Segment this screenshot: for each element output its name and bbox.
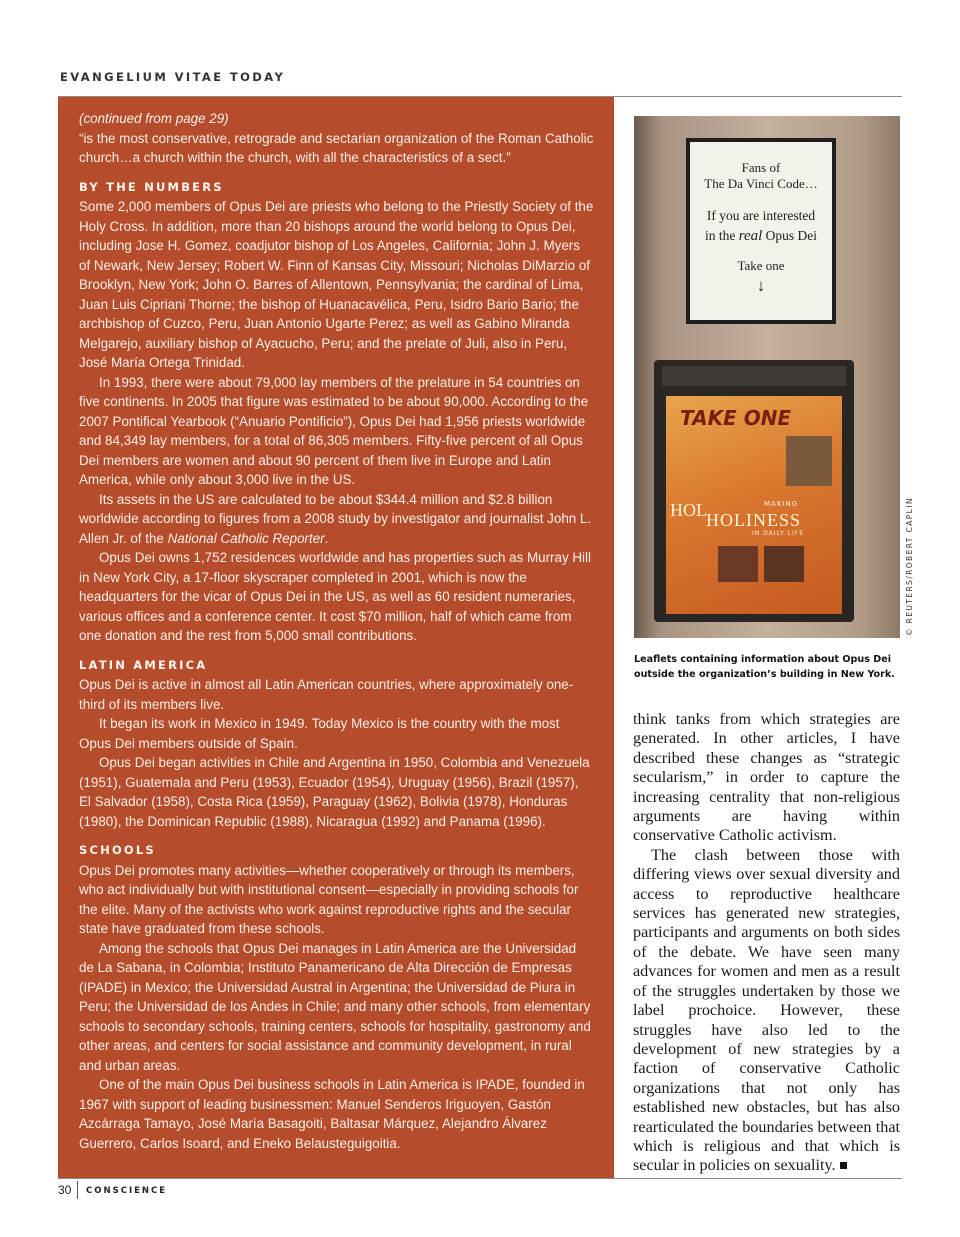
publication-title: National Catholic Reporter (167, 530, 325, 546)
photo-sign (686, 138, 836, 324)
leaflet-photo (764, 546, 804, 582)
sign-text: If you are interested (706, 208, 816, 223)
sidebar-paragraph: Opus Dei is active in almost all Latin American countries, where approximately one-third of its members live. (79, 677, 574, 712)
photo-leaflet-box (634, 116, 900, 638)
leaflet-photo (718, 546, 758, 582)
body-text: The clash between those with differing views over sexual diversity and access to reproductive healthcare services has generated new strategies, participants and arguments on both sides of the debate. We have seen many advances for women and men as a result of the struggles undertaken by those we label prochoice. However, these struggles have also led to the development of new strategies by a faction of conservative Catholic organizations that not only has established new obstacles, but has also rearticulated the boundaries between that which is religious and that which is secular in policies on sexuality. (633, 845, 900, 1175)
sidebar-quote: “is the most conservative, retrograde and sectarian organization of the Roman Catholic church…a church within the church, with all the characteristics of a sect.” (79, 130, 594, 165)
leaflet-take-one: TAKE ONE (680, 406, 792, 430)
leaflet-making: MAKING (764, 500, 799, 508)
sidebar-paragraph: Opus Dei owns 1,752 residences worldwide and has properties such as Murray Hill in New York City, a 17-floor skyscraper completed in 2001, which is now the headquarters for the vicar of Opus Dei in the US, as well as 60 resident numeraries, various offices and a conference center. It cost $70 million, half of which came from one donation and the rest from 5,000 small contributions. (79, 550, 591, 643)
leaflet-daily: IN DAILY LIFE (752, 530, 805, 537)
photo-caption: Leaflets containing information about Opus Dei outside the organization’s building in New York. (634, 654, 895, 680)
continued-note: (continued from page 29) (79, 111, 229, 126)
section-heading-latin-america: LATIN AMERICA (79, 657, 208, 672)
section-heading-schools: SCHOOLS (79, 843, 156, 857)
leaflet-holiness: HOLINESS (706, 510, 802, 530)
publication-period: . (324, 530, 329, 546)
sidebar-paragraph: Opus Dei began activities in Chile and Argentina in 1950, Colombia and Venezuela (1951), Guatemala and Peru (1953), Ecuador (1954), Uruguay (1956), Brazil (1957), El Salvador (1958), Costa Rica (1959), Paraguay (1962), Bolivia (1978), Honduras (1980), the Dominican Republic (1988), Nicaragua (1992) and Panama (1996). (79, 755, 590, 829)
photo-credit: © REUTERS/ROBERT CAPLIN (905, 497, 914, 636)
running-header: EVANGELIUM VITAE TODAY (60, 70, 286, 84)
body-paragraph (633, 846, 900, 1176)
sign-text: in the (704, 228, 736, 243)
assets-text: Its assets in the US are calculated to be about $344.4 million and $2.8 billion worldwide according to figures from a 2008 study by investigator and journalist John L. Allen Jr. of the (79, 491, 592, 546)
sidebar-paragraph: In 1993, there were about 79,000 lay members of the prelature in 54 countries on five continents. In 2005 that figure was estimated to be about 90,000. According to the 2007 Pontifical Yearbook (“Anuario Pontificio”), Opus Dei had 1,956 priests worldwide and 84,349 lay members, for a total of 86,305 members. Fifty-five percent of all Opus Dei members are women and about 90 percent of them live in Europe and Latin America, while only about 3,000 live in the US. (79, 374, 589, 487)
leaflet (666, 396, 842, 614)
sign-text: The Da Vinci Code… (704, 176, 818, 191)
box-lid (662, 366, 846, 386)
magazine-name: CONSCIENCE (86, 1186, 168, 1196)
sidebar-paragraph: One of the main Opus Dei business schools in Latin America is IPADE, founded in 1967 with support of leading businessmen: Manuel Senderos Iriguoyen, Gastón Azcárraga Tamayo, José María Basagoiti, Baltasar Márquez, Alejandro Álvarez Guerrero, Carlos Isoard, and Eneko Belausteguigoitia. (79, 1077, 585, 1151)
leaflet-box (654, 360, 854, 622)
body-paragraph: think tanks from which strategies are generated. In other articles, I have described these changes as “strategic secularism,” in order to capture the increasing centrality that non-religious arguments are having within conservative Catholic activism. (633, 710, 900, 845)
sign-text: Opus Dei (765, 228, 818, 243)
sidebar-box (58, 97, 614, 1178)
section-heading-numbers: BY THE NUMBERS (79, 179, 224, 194)
sidebar-paragraph: Some 2,000 members of Opus Dei are priests who belong to the Priestly Society of the Holy Cross. In addition, more than 20 bishops around the world belong to Opus Dei, including Jose H. Gomez, coadjutor bishop of Los Angeles, California; John J. Myers of Newark, New Jersey; Robert W. Finn of Kansas City, Missouri; Nicholas DiMarzio of Brooklyn, New York; John O. Barres of Allentown, Pennsylvania; the cardinal of Lima, Juan Luis Cipriani Thorne; the bishop of Huanacavélica, Peru, Isidro Bario Bario; the archbishop of Cuzco, Peru, Juan Antonio Ugarte Perez; as well as Gabino Miranda Melgarejo, auxiliary bishop of Ayacucho, Peru; and the prelate of Juli, also in Peru, José María Ortega Trinidad. (79, 199, 594, 370)
sign-text-real: real (738, 228, 763, 244)
page-number: 30 (58, 1183, 72, 1197)
sidebar-paragraph: Opus Dei promotes many activities—whether cooperatively or through its members, who act individually but with institutional consent—especially in providing schools for the elite. Many of the activists who work against reproductive rights and the secular state have graduated from these schools. (79, 862, 579, 936)
folio-divider (77, 1181, 78, 1199)
end-mark-icon (840, 1162, 847, 1169)
sidebar-paragraph (79, 490, 594, 549)
sign-text: Take one (737, 258, 785, 273)
down-arrow-icon: ↓ (756, 276, 766, 295)
bottom-rule (58, 1178, 902, 1179)
sidebar-paragraph: Among the schools that Opus Dei manages in Latin America are the Universidad de La Sabana, in Colombia; Instituto Panamericano de Alta Dirección de Empresas (IPADE) in Mexico; the Universidad Austral in Argentina; the Universidad de Piura in Peru; the Universidad de los Andes in Chile; and many other schools, from elementary schools to secondary schools, training centers, schools for hospitality, gastronomy and other areas, and centers for social assistance and community development, in rural and urban areas. (79, 940, 591, 1073)
leaflet-photo (786, 436, 832, 486)
leaflet-hol: HOL (670, 500, 707, 520)
sidebar-paragraph: It began its work in Mexico in 1949. Today Mexico is the country with the most Opus Dei members outside of Spain. (79, 716, 560, 751)
body-column (633, 710, 900, 1176)
sign-text: Fans of (741, 160, 781, 175)
